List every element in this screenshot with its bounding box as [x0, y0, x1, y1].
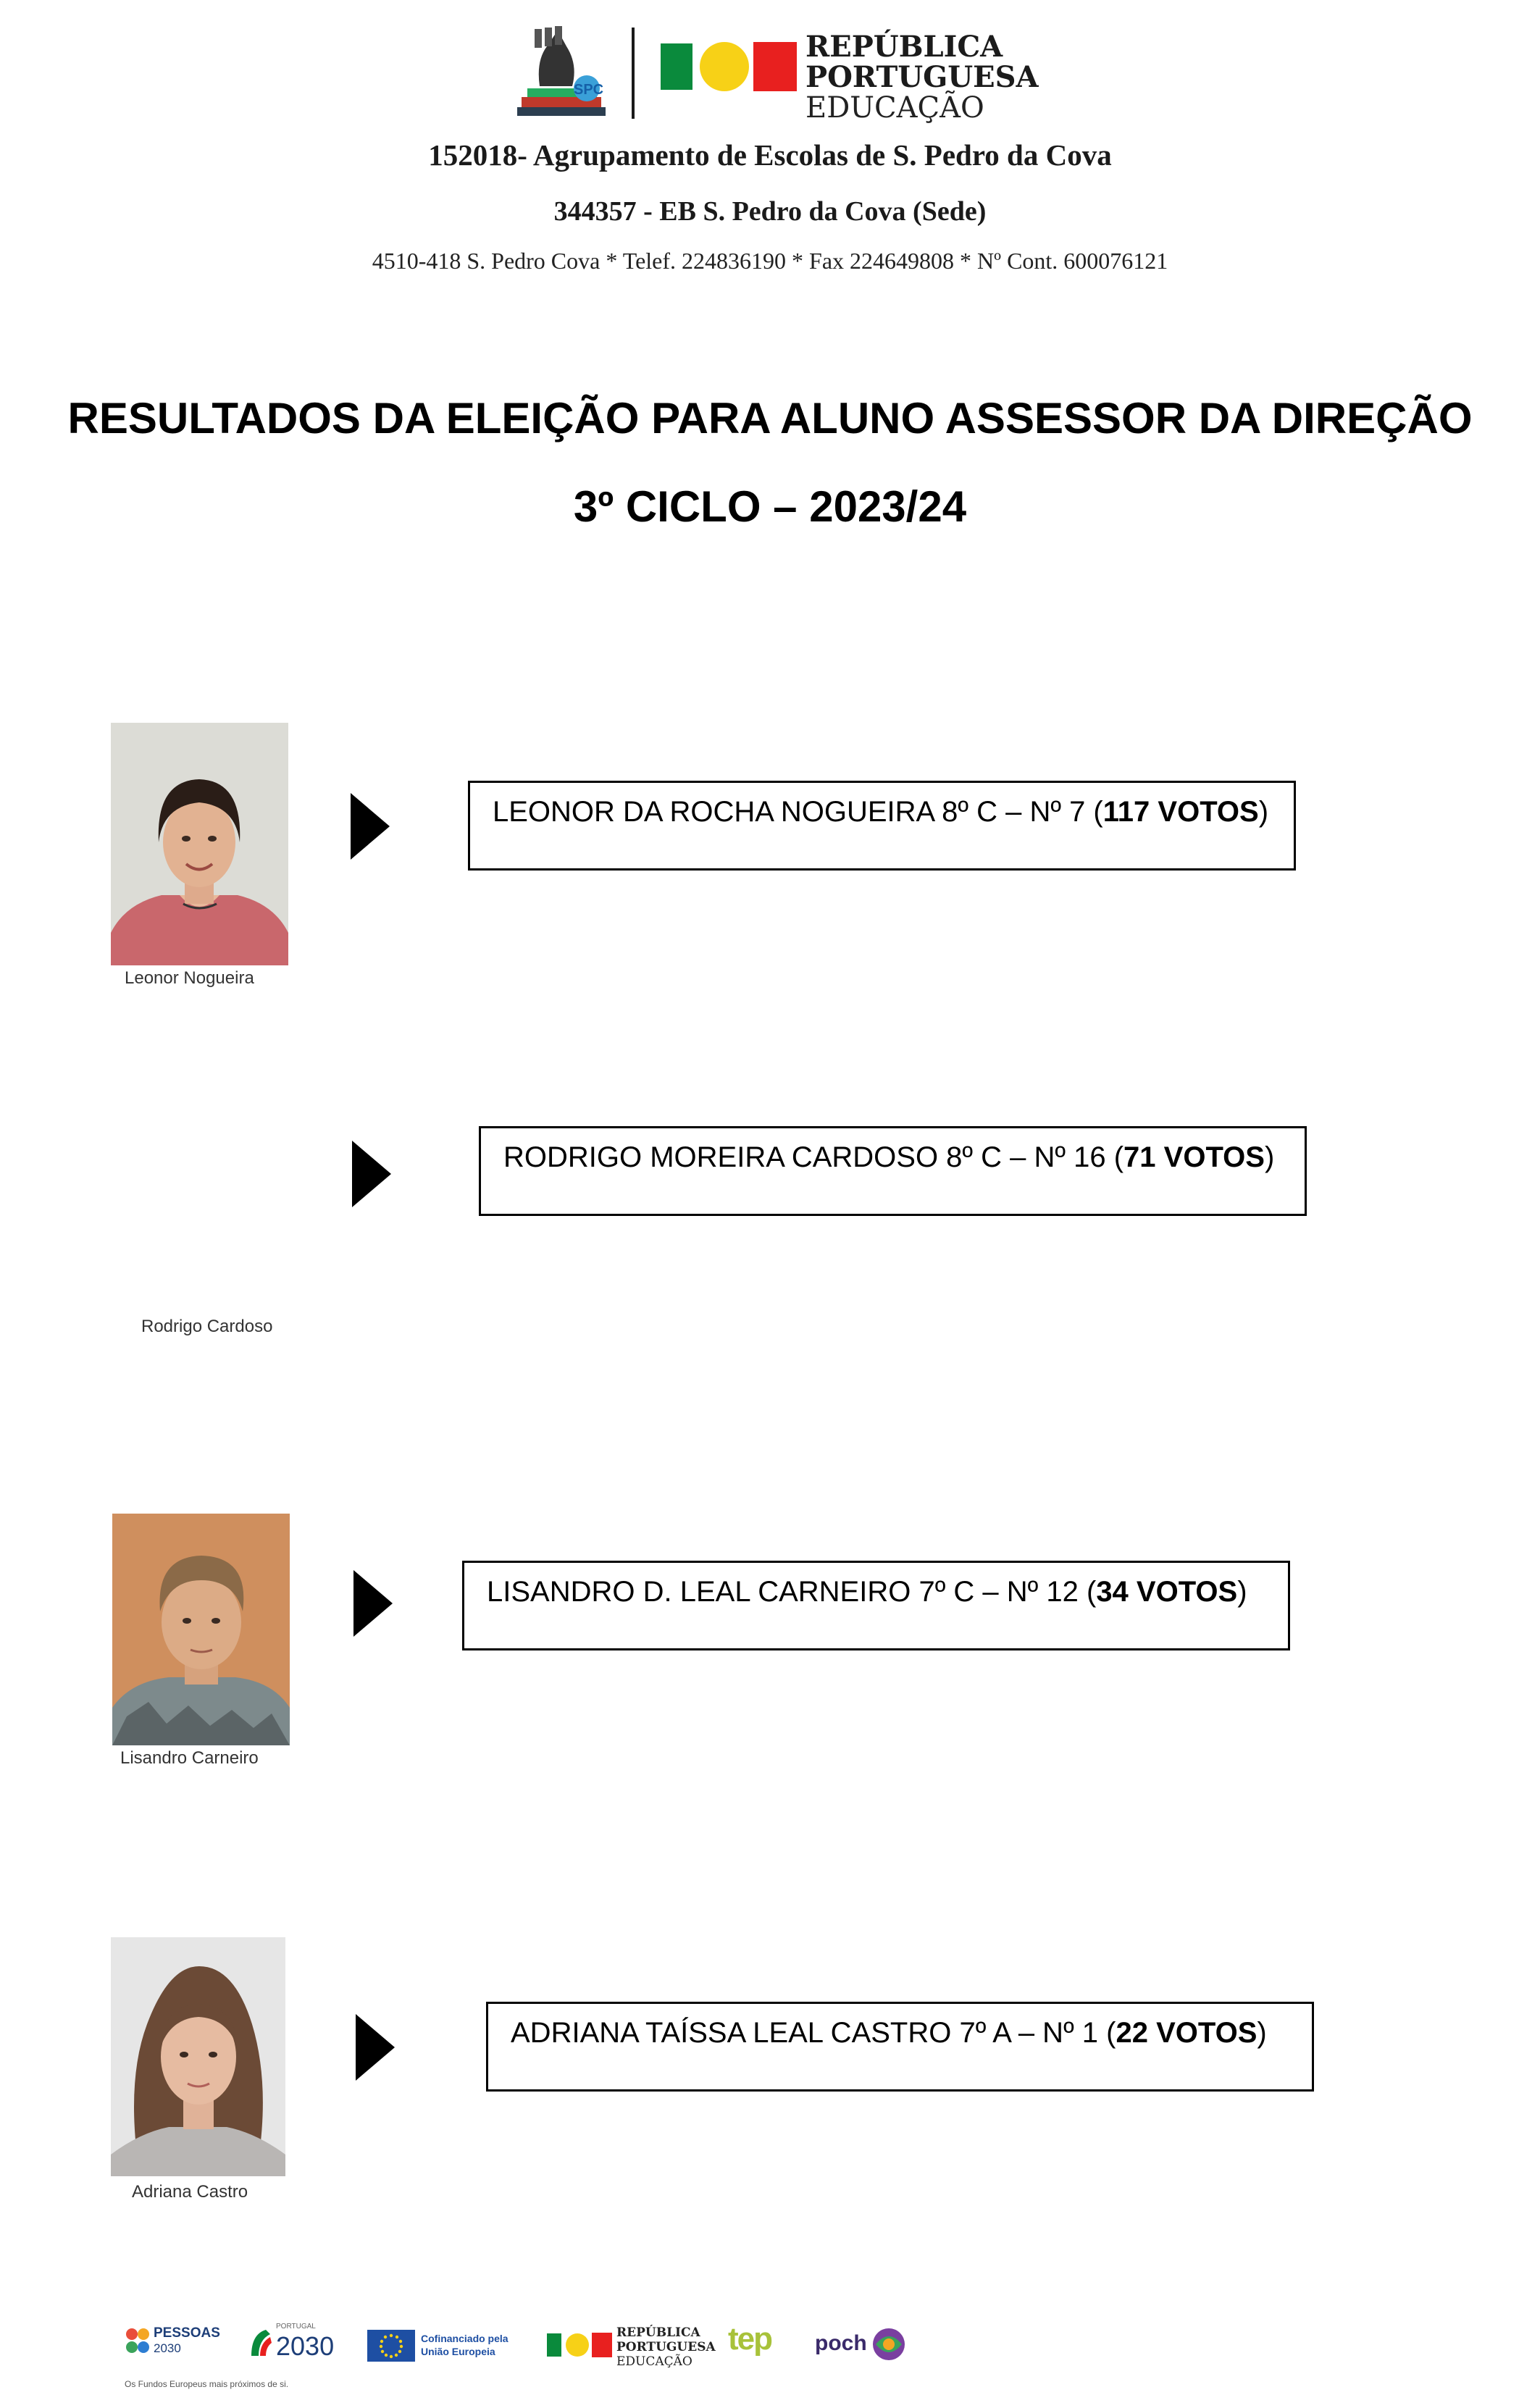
candidate-votes-4: 22 VOTOS	[1116, 2017, 1257, 2049]
footer-rp-line-2: PORTUGUESA	[616, 2340, 716, 2354]
pessoas-2030-logo	[123, 2321, 232, 2372]
candidate-caption-1: Leonor Nogueira	[125, 968, 254, 988]
candidate-caption-3: Lisandro Carneiro	[120, 1748, 259, 1768]
candidate-result-3	[462, 1561, 1290, 1650]
portugal-year: 2030	[276, 2331, 335, 2361]
candidate-name-2: RODRIGO MOREIRA CARDOSO 8º C – Nº 16 (	[503, 1141, 1124, 1173]
candidate-votes-3: 34 VOTOS	[1096, 1576, 1238, 1608]
pessoas-label: PESSOAS	[154, 2325, 220, 2341]
school-name: 344357 - EB S. Pedro da Cova (Sede)	[553, 196, 987, 227]
candidate-photo-4	[111, 1937, 285, 2176]
portugal-label: PORTUGAL	[276, 2323, 316, 2331]
candidate-name-1: LEONOR DA ROCHA NOGUEIRA 8º C – Nº 7 (	[493, 796, 1103, 828]
candidate-caption-2: Rodrigo Cardoso	[141, 1317, 273, 1336]
portugal-2030-logo	[248, 2321, 343, 2372]
arrow-icon	[352, 1141, 391, 1207]
candidate-close-3: )	[1237, 1576, 1247, 1608]
candidate-name-4: ADRIANA TAÍSSA LEAL CASTRO 7º A – Nº 1 (	[511, 2017, 1116, 2049]
header-divider	[632, 28, 635, 119]
candidate-name-3: LISANDRO D. LEAL CARNEIRO 7º C – Nº 12 (	[487, 1576, 1097, 1608]
header-logos	[507, 25, 1039, 126]
republica-portuguesa-logo	[661, 30, 1039, 125]
arrow-icon	[356, 2014, 395, 2081]
candidate-votes-1: 117 VOTOS	[1102, 796, 1259, 828]
tep-logo	[728, 2321, 793, 2372]
document-title: RESULTADOS DA ELEIÇÃO PARA ALUNO ASSESSOR DA DIREÇÃO	[67, 394, 1473, 442]
footer-logos	[116, 2321, 949, 2394]
school-contacts: 4510-418 S. Pedro Cova * Telef. 224836190 * Fax 224649808 * Nº Cont. 600076121	[372, 248, 1168, 274]
tep-label: tep	[728, 2321, 771, 2357]
pessoas-year: 2030	[154, 2341, 181, 2355]
svg-text:SPC: SPC	[574, 82, 604, 98]
candidate-caption-4: Adriana Castro	[132, 2182, 248, 2202]
document-subtitle: 3º CICLO – 2023/24	[573, 482, 967, 531]
poch-label: poch	[815, 2331, 867, 2355]
candidate-result-1	[468, 781, 1296, 871]
eu-cofinanced-logo	[367, 2321, 527, 2372]
arrow-icon	[353, 1570, 393, 1637]
rp-line-3: EDUCAÇÃO	[805, 91, 984, 125]
candidate-votes-2: 71 VOTOS	[1123, 1141, 1265, 1173]
footer-rp-line-1: REPÚBLICA	[616, 2325, 700, 2340]
school-group-name: 152018- Agrupamento de Escolas de S. Pedro da Cova	[428, 138, 1112, 172]
candidate-result-4	[486, 2002, 1314, 2092]
candidate-photo-3	[112, 1514, 290, 1745]
footer-rp-line-3: EDUCAÇÃO	[616, 2354, 692, 2369]
rp-line-1: REPÚBLICA	[805, 30, 1003, 64]
poch-logo	[815, 2321, 916, 2372]
arrow-icon	[351, 793, 390, 860]
eu-flag-icon	[367, 2330, 415, 2362]
rp-line-2: PORTUGUESA	[805, 60, 1039, 94]
candidate-close-2: )	[1264, 1141, 1275, 1173]
candidate-close-1: )	[1258, 796, 1269, 828]
candidate-result-2	[479, 1126, 1307, 1216]
footer-note: Os Fundos Europeus mais próximos de si.	[125, 2379, 289, 2389]
candidate-photo-1	[111, 723, 288, 965]
footer-republica-logo	[547, 2321, 716, 2379]
eu-line-2: União Europeia	[421, 2346, 495, 2357]
eu-line-1: Cofinanciado pela	[421, 2333, 509, 2344]
candidate-close-4: )	[1257, 2017, 1267, 2049]
school-logo	[507, 25, 616, 122]
